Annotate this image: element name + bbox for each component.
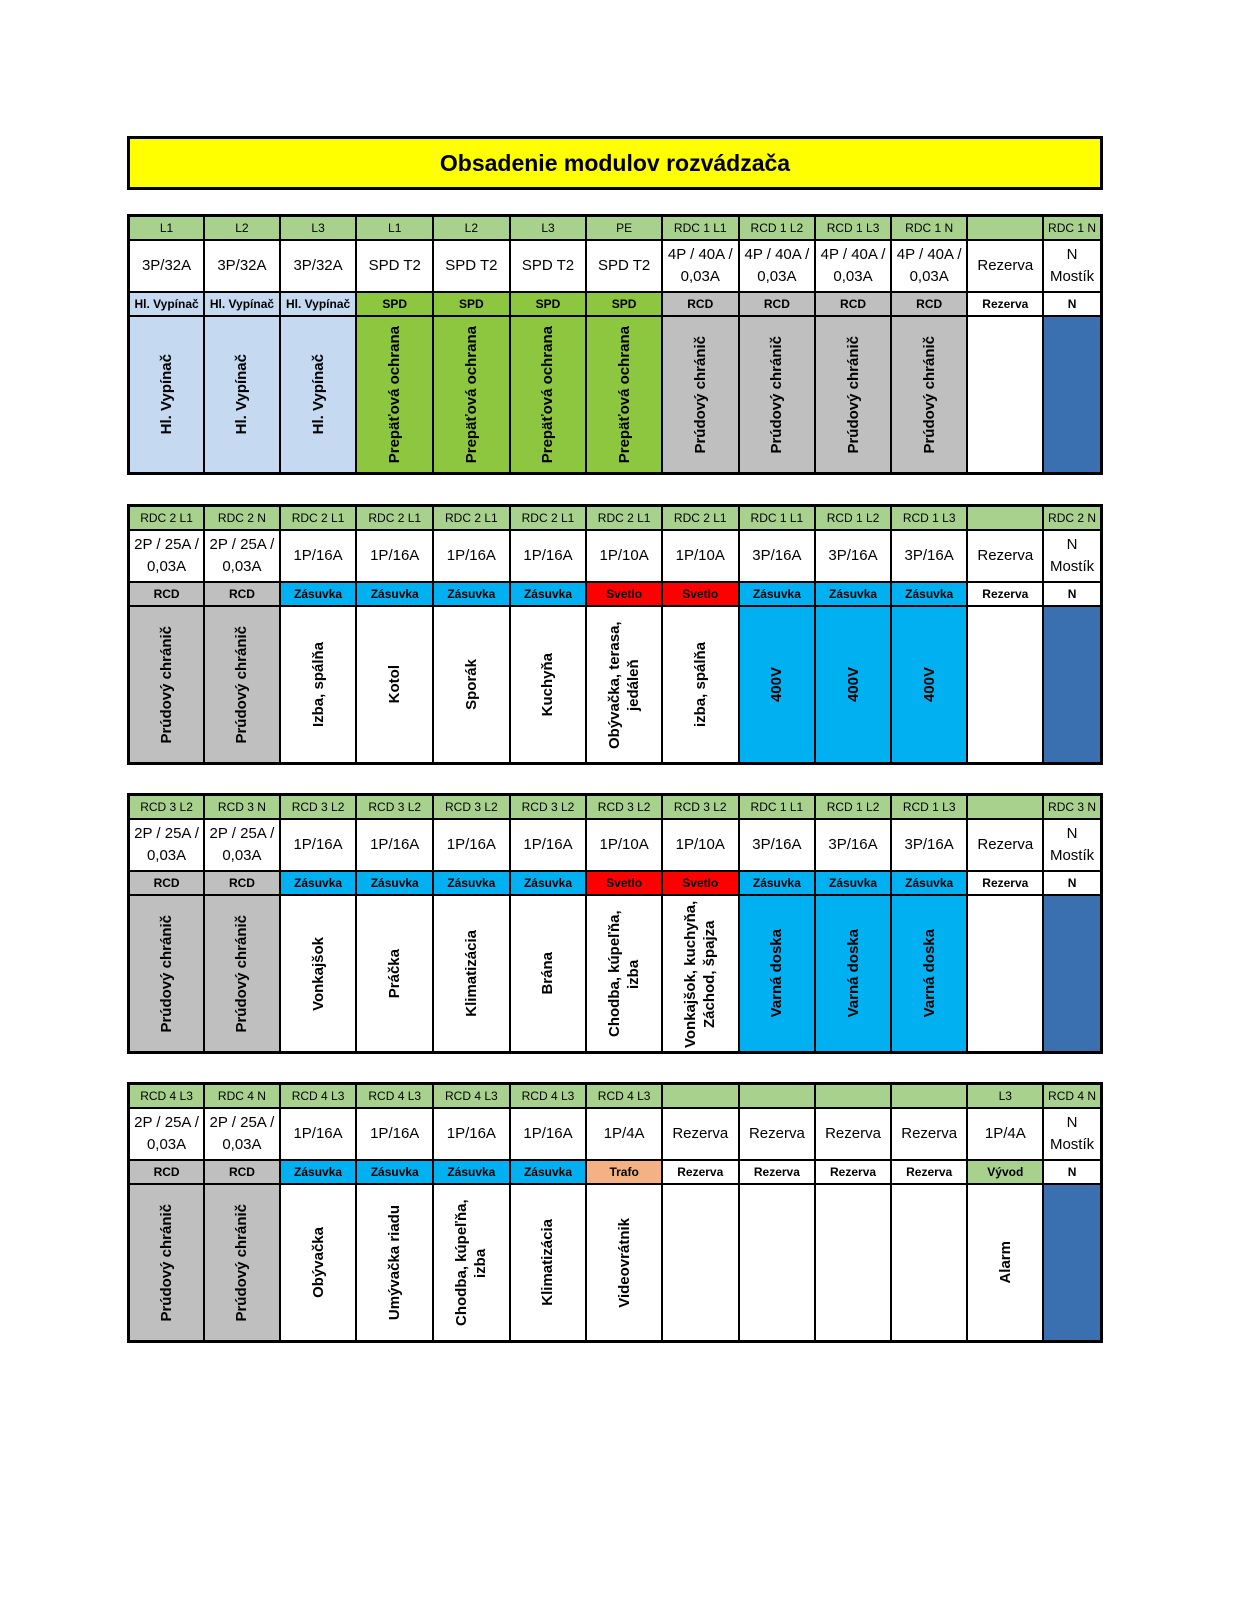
module-type: Svetlo [586, 871, 662, 895]
module-rating: 3P/32A [129, 240, 205, 292]
module-description [739, 316, 816, 474]
module-description-text: Kuchyňa [539, 652, 557, 717]
module-description [204, 1184, 280, 1342]
module-description-text: Prúdový chránič [233, 1203, 251, 1322]
module-rating-row [129, 819, 1102, 871]
module-type: SPD [356, 292, 433, 316]
module-type: SPD [510, 292, 587, 316]
module-label [967, 506, 1043, 531]
module-rating: 1P/16A [433, 1108, 510, 1160]
module-description [1043, 316, 1101, 474]
module-type: RCD [129, 871, 205, 895]
module-description [662, 606, 739, 764]
module-label: RCD 3 L2 [586, 795, 662, 820]
module-type: Svetlo [662, 582, 739, 606]
module-rating: 3P/16A [739, 530, 816, 582]
module-description-text: 400V [844, 666, 862, 703]
module-label [891, 1084, 968, 1109]
module-rating: SPD T2 [510, 240, 587, 292]
module-description-text: Klimatizácia [462, 930, 480, 1017]
module-type: Hl. Vypínač [204, 292, 280, 316]
module-description [586, 895, 662, 1053]
module-label: RCD 4 L3 [129, 1084, 205, 1109]
module-rating: 3P/32A [280, 240, 357, 292]
module-label: RCD 1 L2 [815, 506, 891, 531]
module-type: N [1043, 292, 1101, 316]
module-description [739, 895, 816, 1053]
module-label-row [129, 1084, 1102, 1109]
module-label: RDC 1 N [1043, 216, 1101, 241]
module-type: N [1043, 1160, 1101, 1184]
module-rating: Rezerva [891, 1108, 968, 1160]
module-rating: 1P/10A [586, 819, 662, 871]
module-label: L2 [204, 216, 280, 241]
module-description [586, 316, 662, 474]
module-label: RDC 4 N [204, 1084, 280, 1109]
module-description-text: Prúdový chránič [691, 335, 709, 454]
module-description-text: Hl. Vypínač [233, 354, 251, 435]
module-label: RCD 1 L3 [891, 795, 968, 820]
module-rating: N Mostík [1043, 1108, 1101, 1160]
module-rating: N Mostík [1043, 240, 1101, 292]
module-rating: 2P / 25A / 0,03A [204, 1108, 280, 1160]
module-type: RCD [204, 582, 280, 606]
module-label: RDC 1 L1 [662, 216, 739, 241]
module-label: RDC 1 L1 [739, 795, 816, 820]
module-description-text: Hl. Vypínač [158, 354, 176, 435]
module-label: L3 [280, 216, 357, 241]
module-rating: 1P/16A [356, 1108, 433, 1160]
module-label: RCD 1 L2 [739, 216, 816, 241]
module-block-4 [127, 1082, 1103, 1343]
module-description [510, 606, 587, 764]
module-description-text: Prúdový chránič [158, 625, 176, 744]
module-label: RDC 2 L1 [510, 506, 587, 531]
page-title: Obsadenie modulov rozvádzača [127, 136, 1103, 190]
module-description-text: Obývačka [309, 1227, 327, 1298]
module-description [280, 316, 357, 474]
module-rating: Rezerva [967, 530, 1043, 582]
module-description [356, 316, 433, 474]
module-label: RCD 3 L2 [129, 795, 205, 820]
module-description [356, 1184, 433, 1342]
module-label [967, 216, 1043, 241]
module-rating-row [129, 1108, 1102, 1160]
module-label: RCD 3 L2 [280, 795, 357, 820]
module-type: Vývod [967, 1160, 1043, 1184]
module-label: RCD 3 L2 [510, 795, 587, 820]
module-description [433, 316, 510, 474]
module-label: RCD 3 L2 [433, 795, 510, 820]
module-description [129, 1184, 205, 1342]
module-description-text: Prúdový chránič [233, 625, 251, 744]
module-label [739, 1084, 816, 1109]
module-description [739, 606, 816, 764]
module-label: RCD 4 N [1043, 1084, 1101, 1109]
module-description-text: Prúdový chránič [158, 914, 176, 1033]
module-rating: 2P / 25A / 0,03A [129, 1108, 205, 1160]
module-rating: N Mostík [1043, 530, 1101, 582]
module-label [815, 1084, 891, 1109]
module-description-text: Prúdový chránič [233, 914, 251, 1033]
module-description [510, 895, 587, 1053]
module-description-text: Chodba, kúpeľňa, izba [453, 1199, 490, 1326]
module-description [129, 606, 205, 764]
module-rating: 1P/10A [662, 530, 739, 582]
module-label: RDC 2 L1 [662, 506, 739, 531]
module-label: L3 [967, 1084, 1043, 1109]
module-description [1043, 895, 1101, 1053]
module-rating: 4P / 40A / 0,03A [739, 240, 816, 292]
module-rating: 3P/16A [891, 530, 968, 582]
module-rating: 1P/4A [967, 1108, 1043, 1160]
module-description [967, 316, 1043, 474]
module-description-text: Varná doska [920, 929, 938, 1018]
module-rating: 2P / 25A / 0,03A [204, 819, 280, 871]
module-description [662, 316, 739, 474]
module-type: Hl. Vypínač [129, 292, 205, 316]
module-type: Zásuvka [510, 582, 587, 606]
module-type: Rezerva [967, 292, 1043, 316]
module-type: RCD [129, 582, 205, 606]
module-description-text: Kotol [386, 665, 404, 704]
module-rating: 1P/16A [510, 1108, 587, 1160]
module-rating-row [129, 530, 1102, 582]
module-label: RCD 4 L3 [433, 1084, 510, 1109]
module-description [586, 606, 662, 764]
module-type: Rezerva [967, 582, 1043, 606]
module-type: Zásuvka [815, 871, 891, 895]
module-label [967, 795, 1043, 820]
module-label: RDC 2 N [204, 506, 280, 531]
module-description [129, 316, 205, 474]
module-description-text: izba, spálňa [691, 641, 709, 728]
module-rating: Rezerva [967, 240, 1043, 292]
module-description-text: Prepäťová ochrana [615, 325, 633, 464]
module-type: Zásuvka [280, 1160, 357, 1184]
module-description-text: Varná doska [768, 929, 786, 1018]
module-description-row [129, 895, 1102, 1053]
module-block-2 [127, 504, 1103, 765]
module-rating: 4P / 40A / 0,03A [891, 240, 968, 292]
module-type: Zásuvka [510, 1160, 587, 1184]
module-description-text: Prúdový chránič [158, 1203, 176, 1322]
module-description [433, 606, 510, 764]
module-type: Zásuvka [739, 582, 816, 606]
module-type: RCD [662, 292, 739, 316]
module-description [891, 316, 968, 474]
module-description-text: Prepäťová ochrana [462, 325, 480, 464]
module-label: RCD 3 N [204, 795, 280, 820]
module-block-1 [127, 214, 1103, 475]
module-rating: N Mostík [1043, 819, 1101, 871]
module-description [280, 1184, 357, 1342]
module-description-row [129, 316, 1102, 474]
module-description [204, 316, 280, 474]
module-rating: 1P/16A [510, 819, 587, 871]
module-rating: 2P / 25A / 0,03A [129, 819, 205, 871]
module-description [280, 895, 357, 1053]
module-description [967, 606, 1043, 764]
module-type: Zásuvka [891, 871, 968, 895]
module-description-text: Klimatizácia [539, 1219, 557, 1306]
module-description [967, 1184, 1043, 1342]
module-description-text: Brána [539, 952, 557, 995]
module-description-text: Hl. Vypínač [309, 354, 327, 435]
module-rating: 1P/10A [586, 530, 662, 582]
module-rating: 2P / 25A / 0,03A [129, 530, 205, 582]
module-type: Zásuvka [433, 871, 510, 895]
module-rating: Rezerva [815, 1108, 891, 1160]
module-type-row [129, 582, 1102, 606]
module-description [967, 895, 1043, 1053]
module-label: RDC 2 L1 [586, 506, 662, 531]
module-rating: 1P/16A [356, 819, 433, 871]
module-rating: 4P / 40A / 0,03A [662, 240, 739, 292]
module-type-row [129, 871, 1102, 895]
module-description [891, 895, 968, 1053]
module-type: Zásuvka [280, 871, 357, 895]
module-label-row [129, 506, 1102, 531]
module-label: RCD 4 L3 [510, 1084, 587, 1109]
module-rating: 1P/10A [662, 819, 739, 871]
module-description-row [129, 606, 1102, 764]
module-label-row [129, 795, 1102, 820]
module-label: RDC 2 L1 [129, 506, 205, 531]
module-type: Zásuvka [433, 582, 510, 606]
module-description [204, 606, 280, 764]
module-label: RDC 2 L1 [433, 506, 510, 531]
module-label: L3 [510, 216, 587, 241]
module-description [815, 606, 891, 764]
module-description [129, 895, 205, 1053]
module-description [433, 895, 510, 1053]
module-description-text: Prúdový chránič [844, 335, 862, 454]
module-description-text: Izba, spálňa [309, 641, 327, 728]
module-label: RDC 2 L1 [280, 506, 357, 531]
module-label: RDC 2 N [1043, 506, 1101, 531]
module-type: Zásuvka [891, 582, 968, 606]
module-rating: 3P/16A [739, 819, 816, 871]
module-description [356, 606, 433, 764]
module-type: RCD [204, 1160, 280, 1184]
module-description [204, 895, 280, 1053]
module-label: RCD 4 L3 [356, 1084, 433, 1109]
module-description-text: Práčka [386, 948, 404, 999]
module-rating: SPD T2 [586, 240, 662, 292]
module-block-3 [127, 793, 1103, 1054]
module-description [586, 1184, 662, 1342]
module-description-text: Videovrátnik [615, 1217, 633, 1308]
module-type: Zásuvka [815, 582, 891, 606]
module-type: Zásuvka [356, 1160, 433, 1184]
module-type: N [1043, 582, 1101, 606]
module-type: Zásuvka [739, 871, 816, 895]
module-rating: SPD T2 [433, 240, 510, 292]
module-description [662, 895, 739, 1053]
module-description-text: Sporák [462, 659, 480, 710]
module-description-text: 400V [920, 666, 938, 703]
module-rating: 1P/16A [356, 530, 433, 582]
module-description-text: Prúdový chránič [768, 335, 786, 454]
module-description [356, 895, 433, 1053]
module-type: RCD [204, 871, 280, 895]
module-type: Rezerva [739, 1160, 816, 1184]
module-rating: 1P/16A [433, 819, 510, 871]
module-rating: 1P/16A [280, 819, 357, 871]
module-label: L1 [129, 216, 205, 241]
module-label: RDC 1 N [891, 216, 968, 241]
module-rating-row [129, 240, 1102, 292]
module-type: Hl. Vypínač [280, 292, 357, 316]
module-description-text: Prepäťová ochrana [386, 325, 404, 464]
module-rating: 1P/16A [510, 530, 587, 582]
module-description-row [129, 1184, 1102, 1342]
module-description [815, 1184, 891, 1342]
module-type: RCD [815, 292, 891, 316]
module-label: RCD 4 L3 [586, 1084, 662, 1109]
module-label: RCD 1 L3 [815, 216, 891, 241]
module-description-text: Obývačka, terasa, jedáleň [606, 620, 643, 749]
module-type: Trafo [586, 1160, 662, 1184]
module-rating: 3P/16A [815, 530, 891, 582]
module-type: Rezerva [662, 1160, 739, 1184]
module-type: Svetlo [586, 582, 662, 606]
module-description [433, 1184, 510, 1342]
module-description [1043, 1184, 1101, 1342]
module-label: RCD 4 L3 [280, 1084, 357, 1109]
module-description-text: Varná doska [844, 929, 862, 1018]
module-description-text: 400V [768, 666, 786, 703]
module-type: Zásuvka [433, 1160, 510, 1184]
module-label [662, 1084, 739, 1109]
module-label: RCD 1 L2 [815, 795, 891, 820]
module-type-row [129, 292, 1102, 316]
module-rating: 1P/16A [280, 530, 357, 582]
module-label: L1 [356, 216, 433, 241]
module-rating: 1P/16A [433, 530, 510, 582]
module-rating: 4P / 40A / 0,03A [815, 240, 891, 292]
module-label: RDC 1 L1 [739, 506, 816, 531]
module-type: Rezerva [815, 1160, 891, 1184]
module-label: RCD 3 L2 [356, 795, 433, 820]
module-label: RCD 1 L3 [891, 506, 968, 531]
module-description [510, 1184, 587, 1342]
module-rating: Rezerva [739, 1108, 816, 1160]
module-label-row [129, 216, 1102, 241]
module-rating: Rezerva [662, 1108, 739, 1160]
module-label: RCD 3 L2 [662, 795, 739, 820]
module-type: SPD [586, 292, 662, 316]
module-label: L2 [433, 216, 510, 241]
module-rating: SPD T2 [356, 240, 433, 292]
module-description [1043, 606, 1101, 764]
module-description-text: Prúdový chránič [920, 335, 938, 454]
module-type-row [129, 1160, 1102, 1184]
module-type: Rezerva [967, 871, 1043, 895]
module-rating: 1P/4A [586, 1108, 662, 1160]
module-description-text: Vonkajšok [309, 936, 327, 1011]
module-label: RDC 3 N [1043, 795, 1101, 820]
module-description [815, 316, 891, 474]
module-label: RDC 2 L1 [356, 506, 433, 531]
module-type: Zásuvka [356, 871, 433, 895]
module-label: PE [586, 216, 662, 241]
module-type: Zásuvka [280, 582, 357, 606]
module-type: RCD [129, 1160, 205, 1184]
module-description-text: Umývačka riadu [386, 1204, 404, 1321]
module-rating: Rezerva [967, 819, 1043, 871]
module-type: SPD [433, 292, 510, 316]
module-description [662, 1184, 739, 1342]
module-description [739, 1184, 816, 1342]
module-rating: 1P/16A [280, 1108, 357, 1160]
module-type: Svetlo [662, 871, 739, 895]
module-rating: 2P / 25A / 0,03A [204, 530, 280, 582]
module-description-text: Alarm [996, 1241, 1014, 1284]
module-description-text: Prepäťová ochrana [539, 325, 557, 464]
module-description [891, 606, 968, 764]
module-type: Zásuvka [510, 871, 587, 895]
module-type: Zásuvka [356, 582, 433, 606]
module-rating: 3P/32A [204, 240, 280, 292]
module-description [891, 1184, 968, 1342]
module-type: RCD [891, 292, 968, 316]
module-description-text: Vonkajšok, kuchyňa, Záchod, špajza [682, 899, 719, 1048]
module-description-text: Chodba, kúpeľňa, izba [606, 910, 643, 1037]
module-description [510, 316, 587, 474]
module-type: Rezerva [891, 1160, 968, 1184]
module-description [815, 895, 891, 1053]
module-type: RCD [739, 292, 816, 316]
module-description [280, 606, 357, 764]
module-type: N [1043, 871, 1101, 895]
module-rating: 3P/16A [815, 819, 891, 871]
module-rating: 3P/16A [891, 819, 968, 871]
